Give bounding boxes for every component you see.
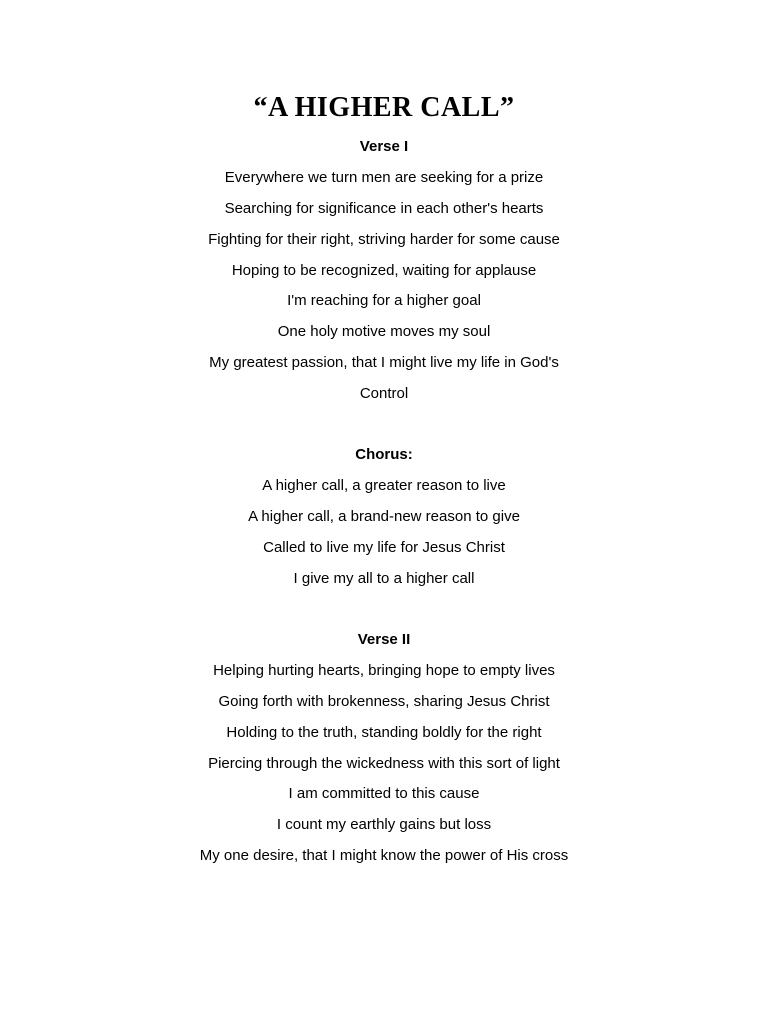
lyric-line: Piercing through the wickedness with this sort of light [208, 754, 560, 772]
verse-2-heading: Verse II [357, 631, 411, 648]
lyric-line: My greatest passion, that I might live my life in God's [209, 354, 559, 372]
lyric-line: Called to live my life for Jesus Christ [263, 538, 505, 556]
lyric-line: Searching for significance in each other's hearts [224, 199, 544, 217]
verse-1-heading: Verse I [359, 138, 409, 155]
lyric-line: Control [359, 385, 409, 403]
lyric-line: Going forth with brokenness, sharing Jesus Christ [218, 692, 550, 710]
lyric-line: One holy motive moves my soul [277, 323, 491, 341]
chorus-section [0, 445, 768, 599]
lyric-line: My one desire, that I might know the power of His cross [199, 847, 569, 865]
lyric-line: Helping hurting hearts, bringing hope to empty lives [213, 661, 555, 679]
song-title: “A HIGHER CALL” [253, 92, 515, 123]
chorus-heading: Chorus: [355, 446, 413, 463]
verse-2-section [0, 630, 768, 877]
lyric-line: I give my all to a higher call [293, 569, 475, 587]
lyric-line: A higher call, a brand-new reason to give [248, 507, 520, 525]
verse-1-section [0, 137, 768, 415]
lyric-line: A higher call, a greater reason to live [262, 476, 506, 494]
lyric-line: Fighting for their right, striving harder for some cause [208, 230, 560, 248]
lyric-line: Hoping to be recognized, waiting for applause [231, 261, 537, 279]
lyric-line: I count my earthly gains but loss [276, 816, 492, 834]
lyric-line: Everywhere we turn men are seeking for a prize [224, 168, 544, 186]
lyric-line: I am committed to this cause [288, 785, 480, 803]
lyric-line: Holding to the truth, standing boldly for the right [226, 723, 542, 741]
lyric-line: I'm reaching for a higher goal [287, 292, 481, 310]
